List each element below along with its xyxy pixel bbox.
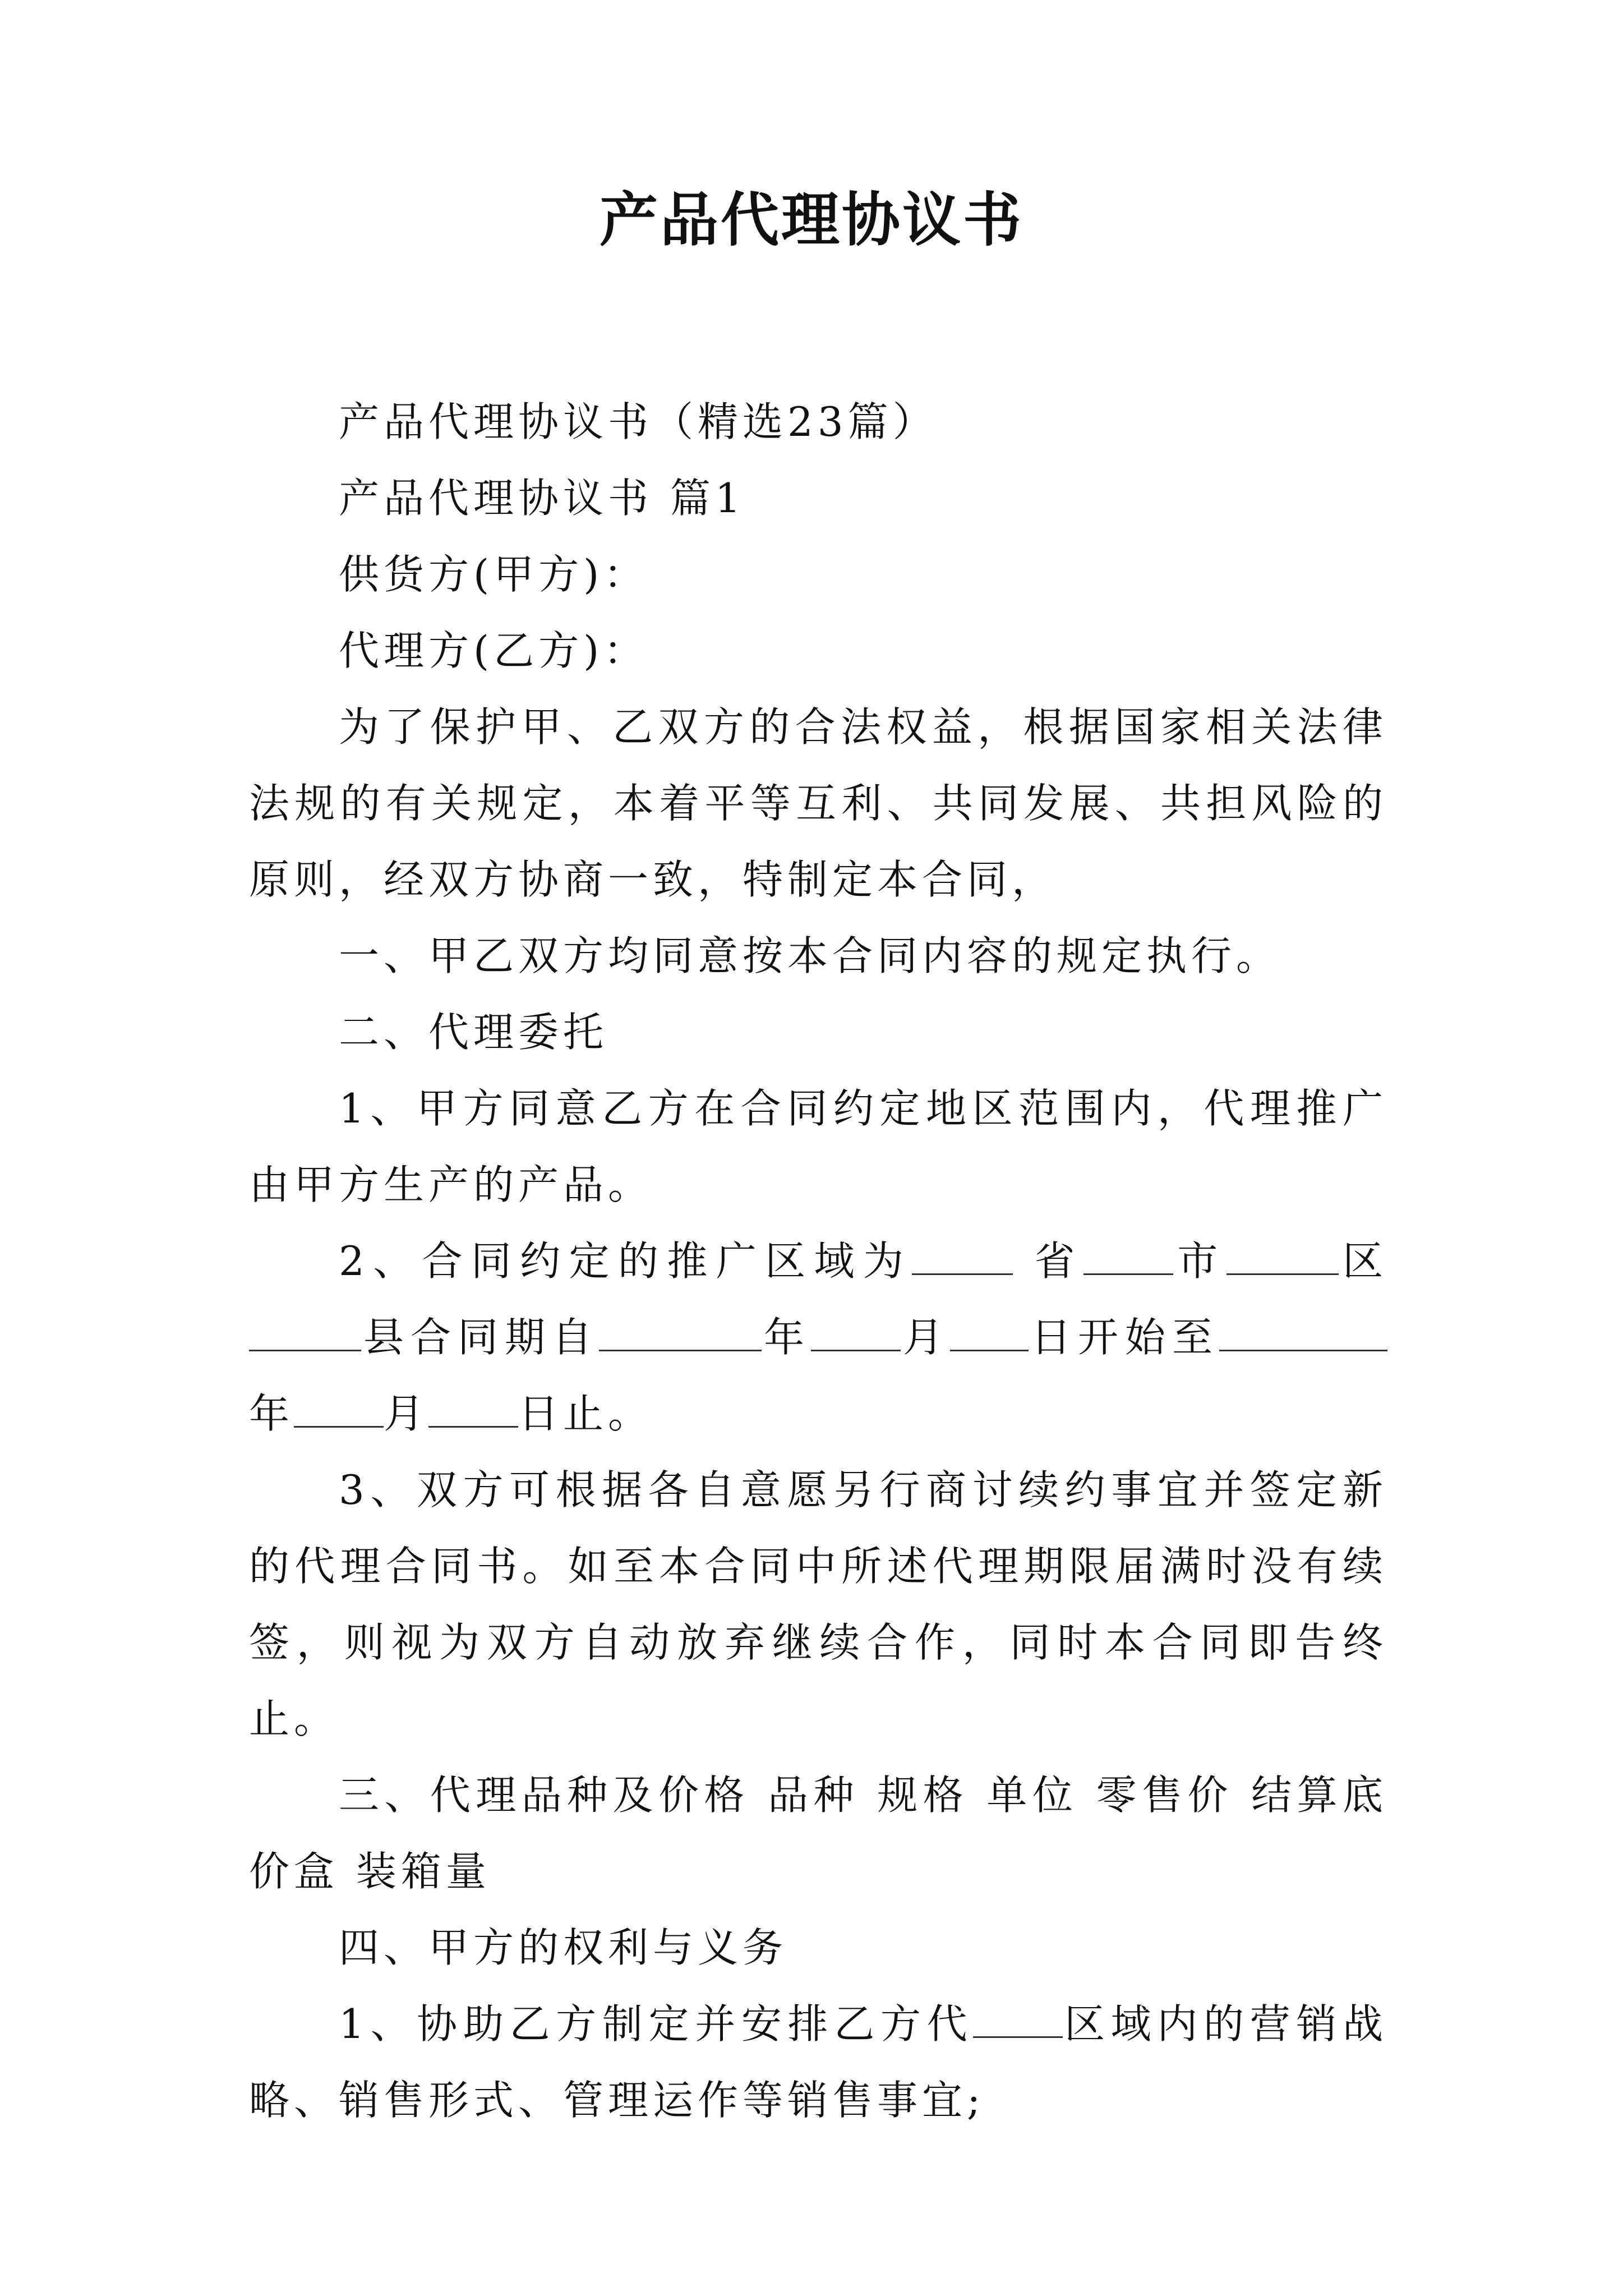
blank-end-month — [294, 1393, 384, 1428]
paragraph-clause-4-1 — [249, 1986, 1387, 2138]
blank-end-year — [1219, 1317, 1387, 1351]
document-body — [249, 384, 1387, 2138]
blank-agency-area — [973, 2004, 1063, 2038]
text-segment: 市 — [1173, 1237, 1227, 1285]
paragraph-clause-2-heading: 二、代理委托 — [339, 1009, 608, 1056]
text-segment: 县合同期自 — [361, 1314, 599, 1361]
blank-city — [1083, 1241, 1173, 1275]
blank-county — [249, 1317, 361, 1351]
blank-start-year — [599, 1317, 762, 1351]
text-segment: 日开始至 — [1028, 1314, 1219, 1361]
text-segment: 月 — [900, 1314, 950, 1361]
paragraph-subtitle: 产品代理协议书（精选23篇） — [339, 398, 938, 445]
text-segment: 年 — [249, 1390, 294, 1437]
blank-end-day — [428, 1393, 518, 1428]
text-segment: 月 — [384, 1390, 429, 1437]
paragraph-clause-1: 一、甲乙双方均同意按本合同内容的规定执行。 — [339, 932, 1281, 979]
text-segment: 区 — [1338, 1237, 1387, 1285]
paragraph-party-a: 供货方(甲方)： — [339, 551, 649, 598]
blank-district — [1227, 1241, 1339, 1275]
paragraph-clause-2-3: 3、双方可根据各自意愿另行商讨续约事宜并签定新的代理合同书。如至本合同中所述代理期限届满时没有续签，则视为双方自动放弃继续合作，同时本合同即告终止。 — [249, 1466, 1387, 1742]
text-segment: 省 — [1034, 1237, 1083, 1285]
paragraph-section-heading: 产品代理协议书 篇1 — [339, 475, 745, 522]
blank-start-month — [811, 1317, 901, 1351]
text-segment: 2、合同约定的推广区域为 — [339, 1237, 912, 1285]
text-segment: 1、协助乙方制定并安排乙方代 — [339, 2000, 974, 2047]
paragraph-clause-2-2 — [249, 1223, 1387, 1452]
paragraph-preamble: 为了保护甲、乙双方的合法权益，根据国家相关法律法规的有关规定，本着平等互利、共同发展、共担风险的原则，经双方协商一致，特制定本合同， — [249, 703, 1387, 903]
paragraph-clause-2-1: 1、甲方同意乙方在合同约定地区范围内，代理推广由甲方生产的产品。 — [249, 1085, 1387, 1208]
blank-start-day — [950, 1317, 1029, 1351]
paragraph-clause-4-heading: 四、甲方的权利与义务 — [339, 1924, 788, 1971]
text-segment: 日止。 — [518, 1390, 653, 1437]
document-title: 产品代理协议书 — [599, 185, 1023, 254]
blank-province — [912, 1241, 1013, 1275]
paragraph-clause-3: 三、代理品种及价格 品种 规格 单位 零售价 结算底价盒 装箱量 — [249, 1772, 1387, 1895]
text-segment: 区域内的营销战略、销售形式、管理运作等销售事宜; — [249, 2000, 1387, 2124]
text-segment: 年 — [761, 1314, 811, 1361]
paragraph-party-b: 代理方(乙方)： — [339, 627, 649, 674]
